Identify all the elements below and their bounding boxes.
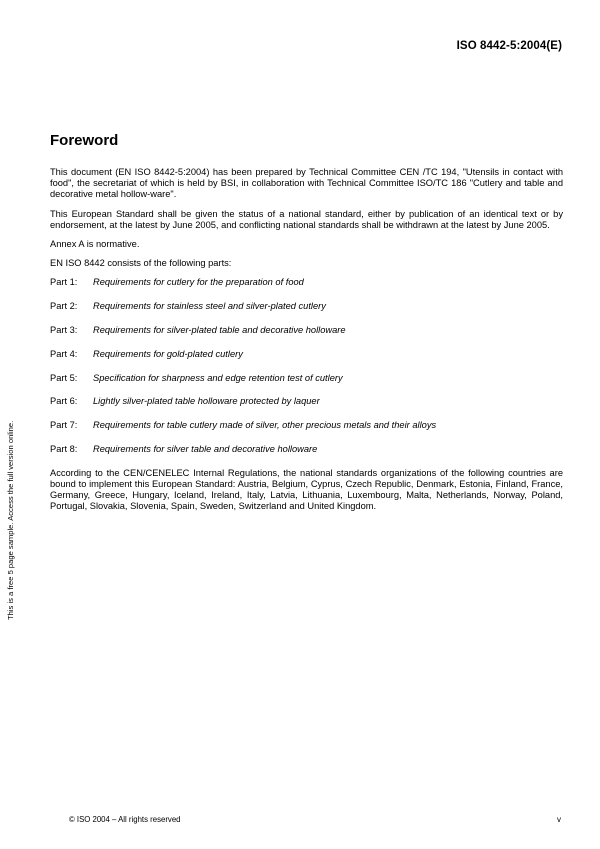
list-item (50, 277, 563, 288)
part-number: Part 3: (50, 325, 78, 336)
document-reference: ISO 8442-5:2004(E) (456, 40, 562, 52)
intro-paragraph: This document (EN ISO 8442-5:2004) has been prepared by Technical Committee CEN /TC 194, "Utensils in contact with food", the secretariat of which is held by BSI, in collaboration with Technical Committee ISO/TC 186 "Cutlery and table and decorative metal hollow-ware". (50, 167, 563, 200)
part-number: Part 7: (50, 420, 78, 431)
parts-intro-paragraph: EN ISO 8442 consists of the following parts: (50, 258, 232, 269)
annex-paragraph: Annex A is normative. (50, 239, 140, 250)
list-item (50, 396, 563, 407)
copyright-notice: © ISO 2004 – All rights reserved (69, 815, 181, 824)
status-paragraph: This European Standard shall be given the status of a national standard, either by publication of an identical text or by endorsement, at the latest by June 2005, and conflicting national standards shall be withdrawn at the latest by June 2005. (50, 208, 563, 230)
list-item (50, 325, 563, 336)
part-title: Requirements for silver table and decorative holloware (93, 444, 318, 454)
part-number: Part 6: (50, 396, 78, 407)
part-title: Specification for sharpness and edge retention test of cutlery (93, 372, 343, 383)
list-item (50, 444, 563, 455)
sample-side-note-text: This is a free 5 page sample. Access the full version online. (6, 420, 15, 620)
part-title: Lightly silver-plated table holloware protected by laquer (93, 396, 320, 407)
part-number: Part 4: (50, 348, 78, 359)
part-title: Requirements for cutlery for the preparation of food (93, 277, 304, 288)
part-title: Requirements for table cutlery made of silver, other precious metals and their alloys (93, 420, 437, 431)
page-number: v (557, 815, 561, 824)
part-number: Part 5: (50, 372, 78, 383)
part-title: Requirements for gold-plated cutlery (93, 348, 243, 359)
page-title: Foreword (50, 132, 119, 149)
part-title: Requirements for silver-plated table and decorative holloware (93, 325, 346, 336)
regulations-paragraph: According to the CEN/CENELEC Internal Regulations, the national standards organizations of the following countries are bound to implement this European Standard: Austria, Belgium, Cyprus, Czech Republic, Denmark, Estonia, Finland, France, Germany, Greece, Hungary, Iceland, Ireland, Italy, Latvia, Lithuania, Luxembourg, Malta, Netherlands, Norway, Poland, Portugal, Slovakia, Slovenia, Spain, Sweden, Switzerland and United Kingdom. (50, 467, 563, 512)
list-item (50, 420, 563, 431)
sample-side-note (6, 320, 16, 620)
list-item (50, 373, 563, 384)
list-item (50, 349, 563, 360)
foreword-section (50, 132, 563, 521)
part-number: Part 2: (50, 301, 78, 312)
part-number: Part 8: (50, 444, 78, 454)
list-item (50, 301, 563, 312)
part-title: Requirements for stainless steel and silver-plated cutlery (93, 301, 326, 312)
part-number: Part 1: (50, 277, 78, 288)
parts-list (50, 277, 563, 455)
